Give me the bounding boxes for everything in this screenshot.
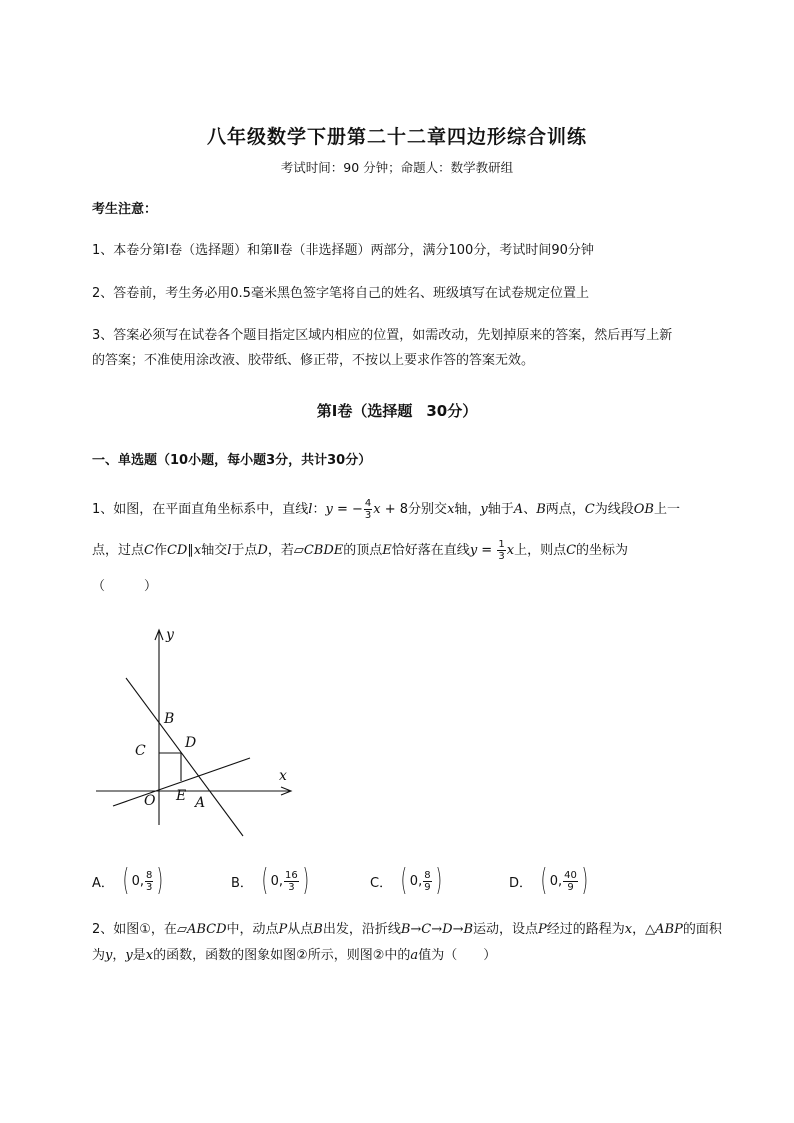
option-d[interactable]: D． ( 0, $\frac{40}{9}$ ) xyxy=(509,863,588,898)
section-score: 30分） xyxy=(426,402,478,420)
q1-answer-blank: （ ） xyxy=(92,579,158,594)
label-C: C xyxy=(135,743,146,759)
parallelogram-cbde xyxy=(159,753,181,781)
notice-item-2: 2、答卷前，考生务必用0.5毫米黑色签字笔将自己的姓名、班级填写在试卷规定位置上 xyxy=(92,286,589,301)
label-y: y xyxy=(166,627,174,643)
section-title xyxy=(0,400,794,421)
notice-item-3-cont: 的答案；不准使用涂改液、胶带纸、修正带，不按以上要求作答的答案无效。 xyxy=(92,353,535,368)
coordinate-figure xyxy=(88,620,308,845)
notice-item-3: 3、答案必须写在试卷各个题目指定区域内相应的位置，如需改动，先划掉原来的答案，然后再写上新 xyxy=(92,328,673,343)
fraction: $\frac{1}{3}$ xyxy=(498,539,505,562)
label-D: D xyxy=(185,735,197,751)
q1-line-1: 1、如图，在平面直角坐标系中，直线l：y = − $\frac{4}{3}$ x + 8分别交x轴，y轴于A、B两点，C为线段OB上一 xyxy=(92,498,680,521)
label-x: x xyxy=(279,768,287,784)
section-title-text: 第Ⅰ卷（选择题 xyxy=(316,402,413,420)
part-heading: 一、单选题（10小题，每小题3分，共计30分） xyxy=(92,453,372,468)
option-b[interactable]: B． ( 0, $\frac{16}{3}$ ) xyxy=(231,863,309,898)
notice-heading: 考生注意： xyxy=(92,202,158,217)
option-a[interactable]: A． ( 0, $\frac{8}{3}$ ) xyxy=(92,863,164,898)
fraction: $\frac{4}{3}$ xyxy=(364,498,372,521)
page-title: 八年级数学下册第二十二章四边形综合训练 xyxy=(206,126,587,148)
option-c[interactable]: C． ( 0, $\frac{8}{9}$ ) xyxy=(370,863,442,898)
label-E: E xyxy=(176,788,187,804)
label-O: O xyxy=(144,793,156,809)
exam-info: 考试时间：90 分钟；命题人：数学教研组 xyxy=(280,160,514,175)
label-A: A xyxy=(195,795,206,811)
notice-item-1: 1、本卷分第Ⅰ卷（选择题）和第Ⅱ卷（非选择题）两部分，满分100分，考试时间90分钟 xyxy=(92,243,594,258)
q1-line-2: 点，过点C作CD∥x轴交l于点D，若▱CBDE的顶点E恰好落在直线y = $\frac{1}{3}$ x上，则点C的坐标为 xyxy=(92,539,629,562)
q2-text: 2、如图①，在▱ABCD中，动点P从点B出发，沿折线B→C→D→B运动，设点P经过的路程为x，△ABP的面积为y，y是x的函数，函数的图象如图②所示，则图②中的a值为（ ） xyxy=(92,922,722,963)
label-B: B xyxy=(164,711,175,727)
